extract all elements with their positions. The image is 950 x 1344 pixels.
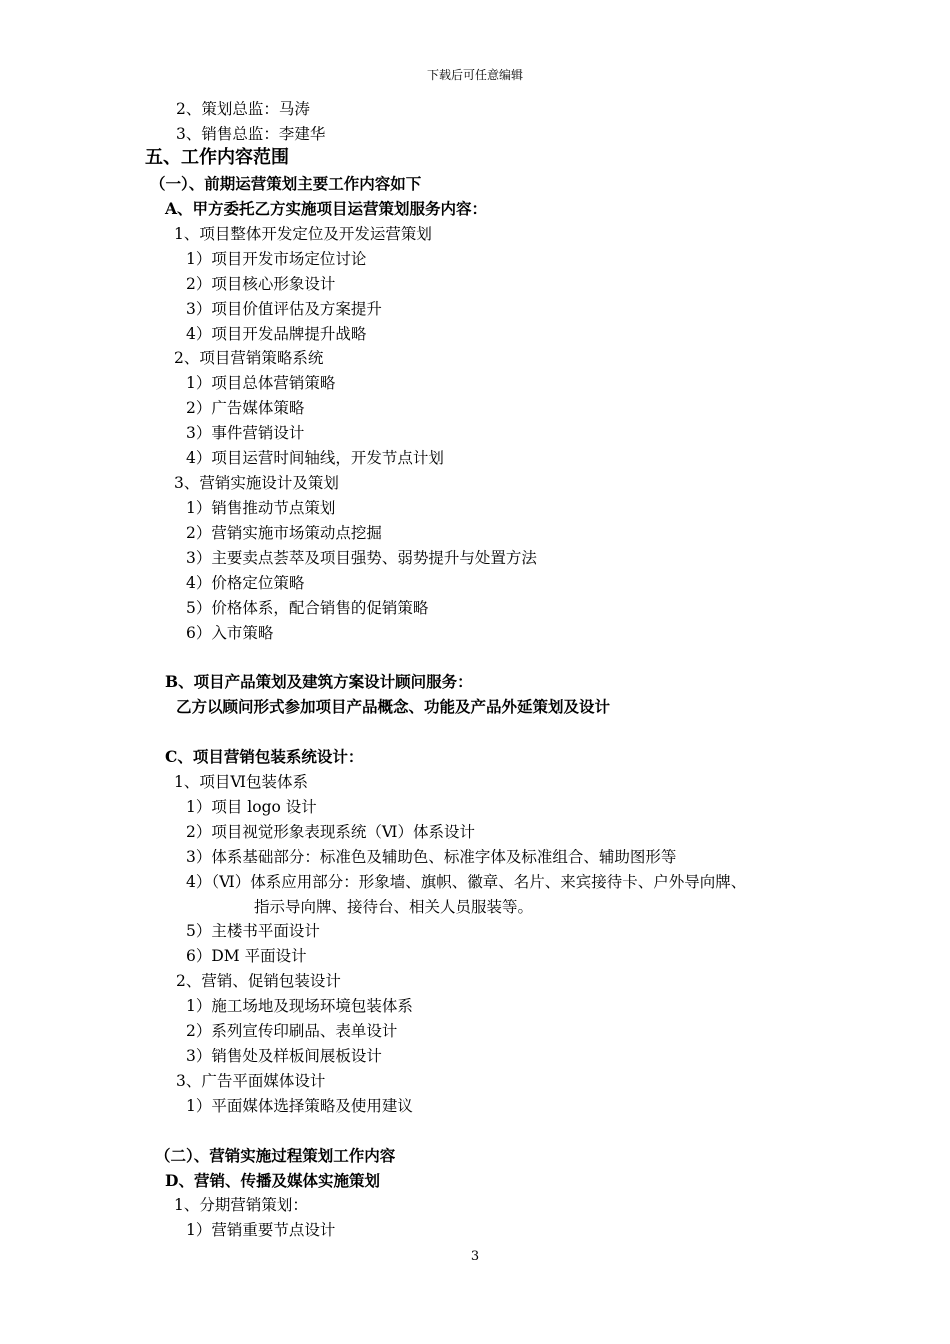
text-line: 4）项目运营时间轴线，开发节点计划 <box>186 449 444 467</box>
text-line: 4）价格定位策略 <box>186 574 305 592</box>
text-line: 3）体系基础部分：标准色及辅助色、标准字体及标准组合、辅助图形等 <box>186 848 677 866</box>
text-line: 2、项目营销策略系统 <box>174 349 324 367</box>
text-line: 6）DM 平面设计 <box>186 947 307 965</box>
text-line: 3）项目价值评估及方案提升 <box>186 300 382 318</box>
text-line: 1）平面媒体选择策略及使用建议 <box>186 1097 413 1115</box>
text-line: 1）项目 logo 设计 <box>186 798 317 816</box>
text-line: 5）价格体系，配合销售的促销策略 <box>186 599 429 617</box>
item-heading: A、甲方委托乙方实施项目运营策划服务内容： <box>165 199 488 218</box>
text-line: 6）入市策略 <box>186 624 274 642</box>
text-line: 5）主楼书平面设计 <box>186 922 320 940</box>
section-heading: 五、工作内容范围 <box>145 147 289 168</box>
text-line: 乙方以顾问形式参加项目产品概念、功能及产品外延策划及设计 <box>176 697 611 716</box>
text-line: 4）（Ⅵ）体系应用部分：形象墙、旗帜、徽章、名片、来宾接待卡、户外导向牌、 <box>186 873 747 891</box>
text-line: 2）项目核心形象设计 <box>186 275 336 293</box>
text-line: 4）项目开发品牌提升战略 <box>186 325 367 343</box>
text-line: 2）广告媒体策略 <box>186 399 305 417</box>
text-line: 2）营销实施市场策动点挖掘 <box>186 524 382 542</box>
text-line: 3）销售处及样板间展板设计 <box>186 1047 382 1065</box>
subsection-heading: （二）、营销实施过程策划工作内容 <box>155 1146 396 1165</box>
subsection-heading: （一）、前期运营策划主要工作内容如下 <box>150 174 422 193</box>
item-heading: D、营销、传播及媒体实施策划 <box>165 1171 380 1190</box>
text-line: 3）主要卖点荟萃及项目强势、弱势提升与处置方法 <box>186 549 537 567</box>
text-line: 3）事件营销设计 <box>186 424 305 442</box>
text-line: 指示导向牌、接待台、相关人员服装等。 <box>254 898 534 916</box>
item-heading: C、项目营销包装系统设计： <box>165 747 364 766</box>
text-line: 3、广告平面媒体设计 <box>176 1072 326 1090</box>
text-line: 2、营销、促销包装设计 <box>176 972 341 990</box>
text-line: 1）营销重要节点设计 <box>186 1221 336 1239</box>
text-line: 1）销售推动节点策划 <box>186 499 336 517</box>
text-line: 1、分期营销策划： <box>174 1196 308 1214</box>
text-line: 2）项目视觉形象表现系统（Ⅵ）体系设计 <box>186 823 475 841</box>
text-line: 1、项目整体开发定位及开发运营策划 <box>174 225 432 243</box>
text-line: 1）项目总体营销策略 <box>186 374 336 392</box>
text-line: 1）项目开发市场定位讨论 <box>186 250 367 268</box>
text-line: 2）系列宣传印刷品、表单设计 <box>186 1022 398 1040</box>
page-number: 3 <box>470 1249 480 1264</box>
text-line: 1）施工场地及现场环境包装体系 <box>186 997 413 1015</box>
text-line: 3、营销实施设计及策划 <box>174 474 339 492</box>
item-heading: B、项目产品策划及建筑方案设计顾问服务： <box>165 672 473 691</box>
page-header: 下载后可任意编辑 <box>426 68 523 82</box>
text-line: 2、策划总监：马涛 <box>176 100 310 118</box>
text-line: 3、销售总监：李建华 <box>176 125 326 143</box>
text-line: 1、项目Ⅵ包装体系 <box>174 773 308 791</box>
